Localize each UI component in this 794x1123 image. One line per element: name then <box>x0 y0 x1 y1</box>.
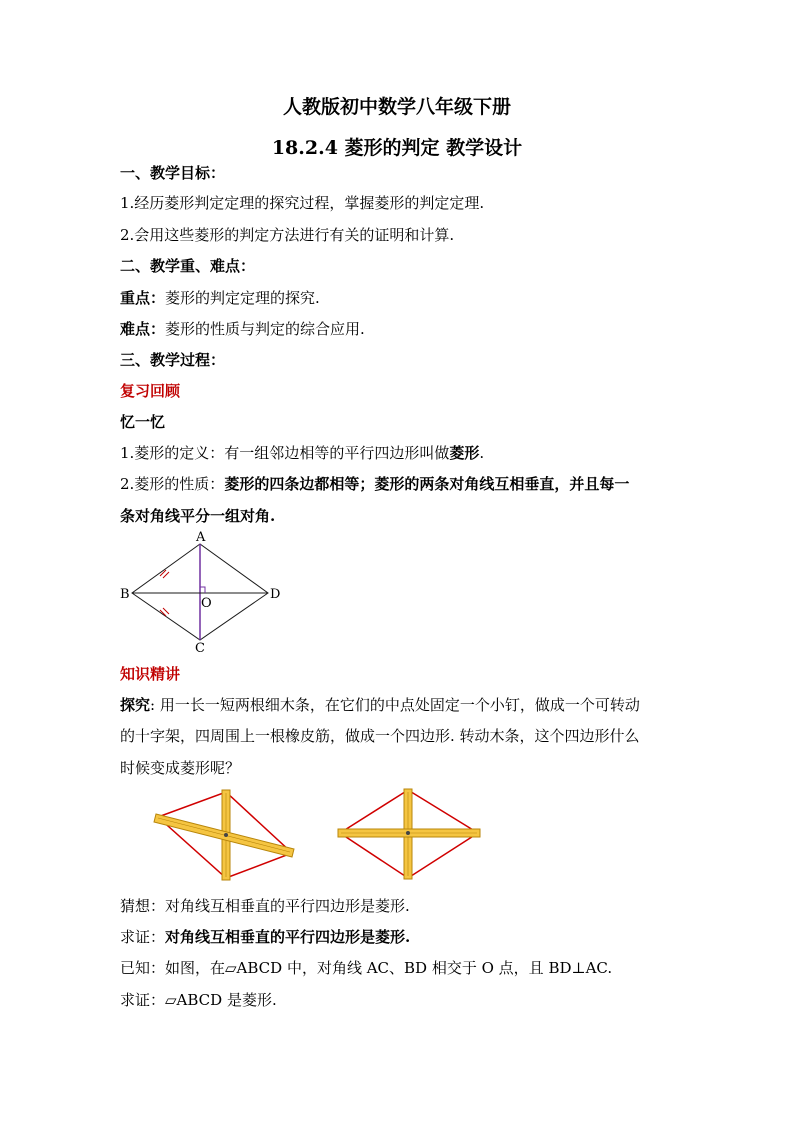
property-text-1: 菱形的四条边都相等；菱形的两条对角线互相垂直，并且每一 <box>224 475 630 493</box>
page-subtitle: 18.2.4 菱形的判定 教学设计 <box>271 137 523 159</box>
section-heading-process: 三、教学过程： <box>120 351 226 369</box>
review-heading: 复习回顾 <box>120 382 181 400</box>
difficult-point <box>120 319 365 339</box>
page-title: 人教版初中数学八年级下册 <box>282 96 511 118</box>
pivot-nail-1 <box>224 833 228 837</box>
label-a: A <box>196 530 206 545</box>
conjecture: 猜想：对角线互相垂直的平行四边形是菱形. <box>120 897 410 915</box>
stick-figure-rhombus <box>335 785 485 885</box>
explore-line-2: 的十字架，四周围上一根橡皮筋，做成一个四边形. 转动木条，这个四边形什么 <box>120 727 640 745</box>
difficult-point-label: 难点： <box>120 320 166 338</box>
property-prefix: 2.菱形的性质： <box>120 475 225 493</box>
definition-suffix: . <box>479 444 485 462</box>
given-statement: 已知：如图，在▱ABCD 中，对角线 AC、BD 相交于 O 点，且 BD⊥AC. <box>120 959 613 977</box>
lecture-heading: 知识精讲 <box>120 665 181 683</box>
pivot-nail-2 <box>406 831 410 835</box>
prove-goal: 求证：▱ABCD 是菱形. <box>120 991 277 1009</box>
stick-figure-parallelogram <box>150 785 300 885</box>
review-subheading: 忆一忆 <box>120 413 166 431</box>
goal-2: 2.会用这些菱形的判定方法进行有关的证明和计算. <box>120 226 455 244</box>
key-point-text: 菱形的判定定理的探究. <box>165 289 320 307</box>
key-point <box>120 288 320 308</box>
label-o: O <box>201 596 212 611</box>
definition-term: 菱形 <box>449 444 480 462</box>
rhombus-definition <box>120 443 484 463</box>
key-point-label: 重点： <box>120 289 166 307</box>
label-b: B <box>120 587 130 602</box>
rhombus-property-line1 <box>120 474 629 494</box>
label-d: D <box>270 587 281 602</box>
rhombus-property-line2: 条对角线平分一组对角. <box>120 507 276 525</box>
section-heading-key-points: 二、教学重、难点： <box>120 257 256 275</box>
equal-tick-bc-2 <box>163 608 169 614</box>
explore-line-1 <box>120 695 640 715</box>
explore-text-1: : 用一长一短两根细木条，在它们的中点处固定一个小钉，做成一个可转动 <box>150 696 640 714</box>
goal-1: 1.经历菱形判定定理的探究过程，掌握菱形的判定定理. <box>120 194 485 212</box>
difficult-point-text: 菱形的性质与判定的综合应用. <box>165 320 365 338</box>
rhombus-diagram <box>110 528 290 658</box>
explore-line-3: 时候变成菱形呢？ <box>120 759 241 777</box>
definition-prefix: 1.菱形的定义：有一组邻边相等的平行四边形叫做 <box>120 444 450 462</box>
explore-label: 探究 <box>120 696 151 714</box>
label-c: C <box>195 641 205 656</box>
prove-statement <box>120 927 410 947</box>
prove-label: 求证： <box>120 928 166 946</box>
equal-tick-ab-2 <box>163 572 169 578</box>
section-heading-goals: 一、教学目标： <box>120 164 226 182</box>
prove-text: 对角线互相垂直的平行四边形是菱形. <box>165 928 411 946</box>
